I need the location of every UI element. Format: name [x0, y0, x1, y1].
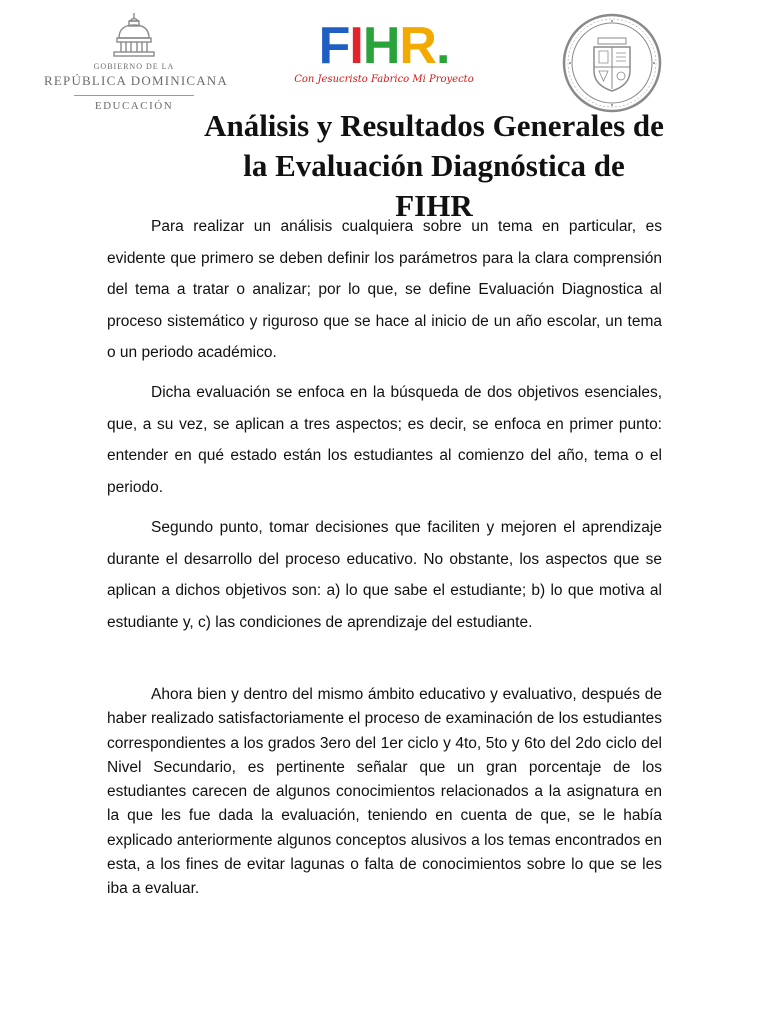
school-seal-logo	[562, 13, 662, 113]
fihr-letter-f: F	[318, 17, 350, 75]
fihr-letter-i: I	[349, 17, 363, 75]
gov-logo-line2: REPÚBLICA DOMINICANA	[44, 73, 228, 88]
gov-logo-line1: GOBIERNO DE LA	[93, 62, 175, 71]
paragraph-3: Segundo punto, tomar decisiones que faciliten y mejoren el aprendizaje durante el desarrollo del proceso educativo. No obstante, los aspectos que se aplican a dichos objetivos son: a) lo que sabe el estudiante; b) lo que motiva al estudiante y, c) las condiciones de aprendizaje del estudiante.	[107, 519, 662, 631]
gov-logo-line3: EDUCACIÓN	[94, 100, 174, 112]
document-title: Análisis y Resultados Generales de la Evaluación Diagnóstica de FIHR	[204, 108, 664, 223]
paragraph-1: Para realizar un análisis cualquiera sobre un tema en particular, es evidente que primero se deben definir los parámetros para la clara comprensión del tema a tratar o analizar; por lo que, se define Evaluación Diagnostica al proceso sistemático y riguroso que se hace al inicio de un año escolar, un tema o un periodo académico.	[107, 218, 662, 361]
school-seal-icon	[562, 13, 662, 113]
paragraph-4: Ahora bien y dentro del mismo ámbito educativo y evaluativo, después de haber realizado satisfactoriamente el proceso de examinación de los estudiantes correspondientes a los grados 3ero del 1er ciclo y 4to, 5to y 6to del 2do ciclo del Nivel Secundario, es pertinente señalar que un gran porcentaje de los estudiantes carecen de algunos conocimientos relacionados a la asignatura en la que les fue dada la evaluación, teniendo en cuenta de que, se le había explicado anteriormente algunos conceptos alusivos a los temas encontrados en esta, a los fines de evitar lagunas o falta de conocimientos sobre lo que se les iba a evaluar.	[107, 686, 662, 898]
capitol-dome-icon	[110, 12, 158, 58]
fihr-letter-dot: .	[435, 17, 450, 75]
fihr-letter-r: R	[399, 17, 436, 75]
fihr-logo	[294, 17, 474, 92]
gov-logo-divider	[74, 95, 194, 96]
fihr-letter-h: H	[362, 17, 400, 75]
fihr-wordmark	[294, 17, 474, 75]
government-education-logo	[44, 12, 228, 124]
paragraph-2: Dicha evaluación se enfoca en la búsqueda de dos objetivos esenciales, que, a su vez, se aplican a tres aspectos; es decir, se enfoca en primer punto: entender en qué estado están los estudiantes al comienzo del año, tema o el periodo.	[107, 384, 662, 496]
fihr-tagline: Con Jesucristo Fabrico Mi Proyecto	[294, 74, 474, 85]
